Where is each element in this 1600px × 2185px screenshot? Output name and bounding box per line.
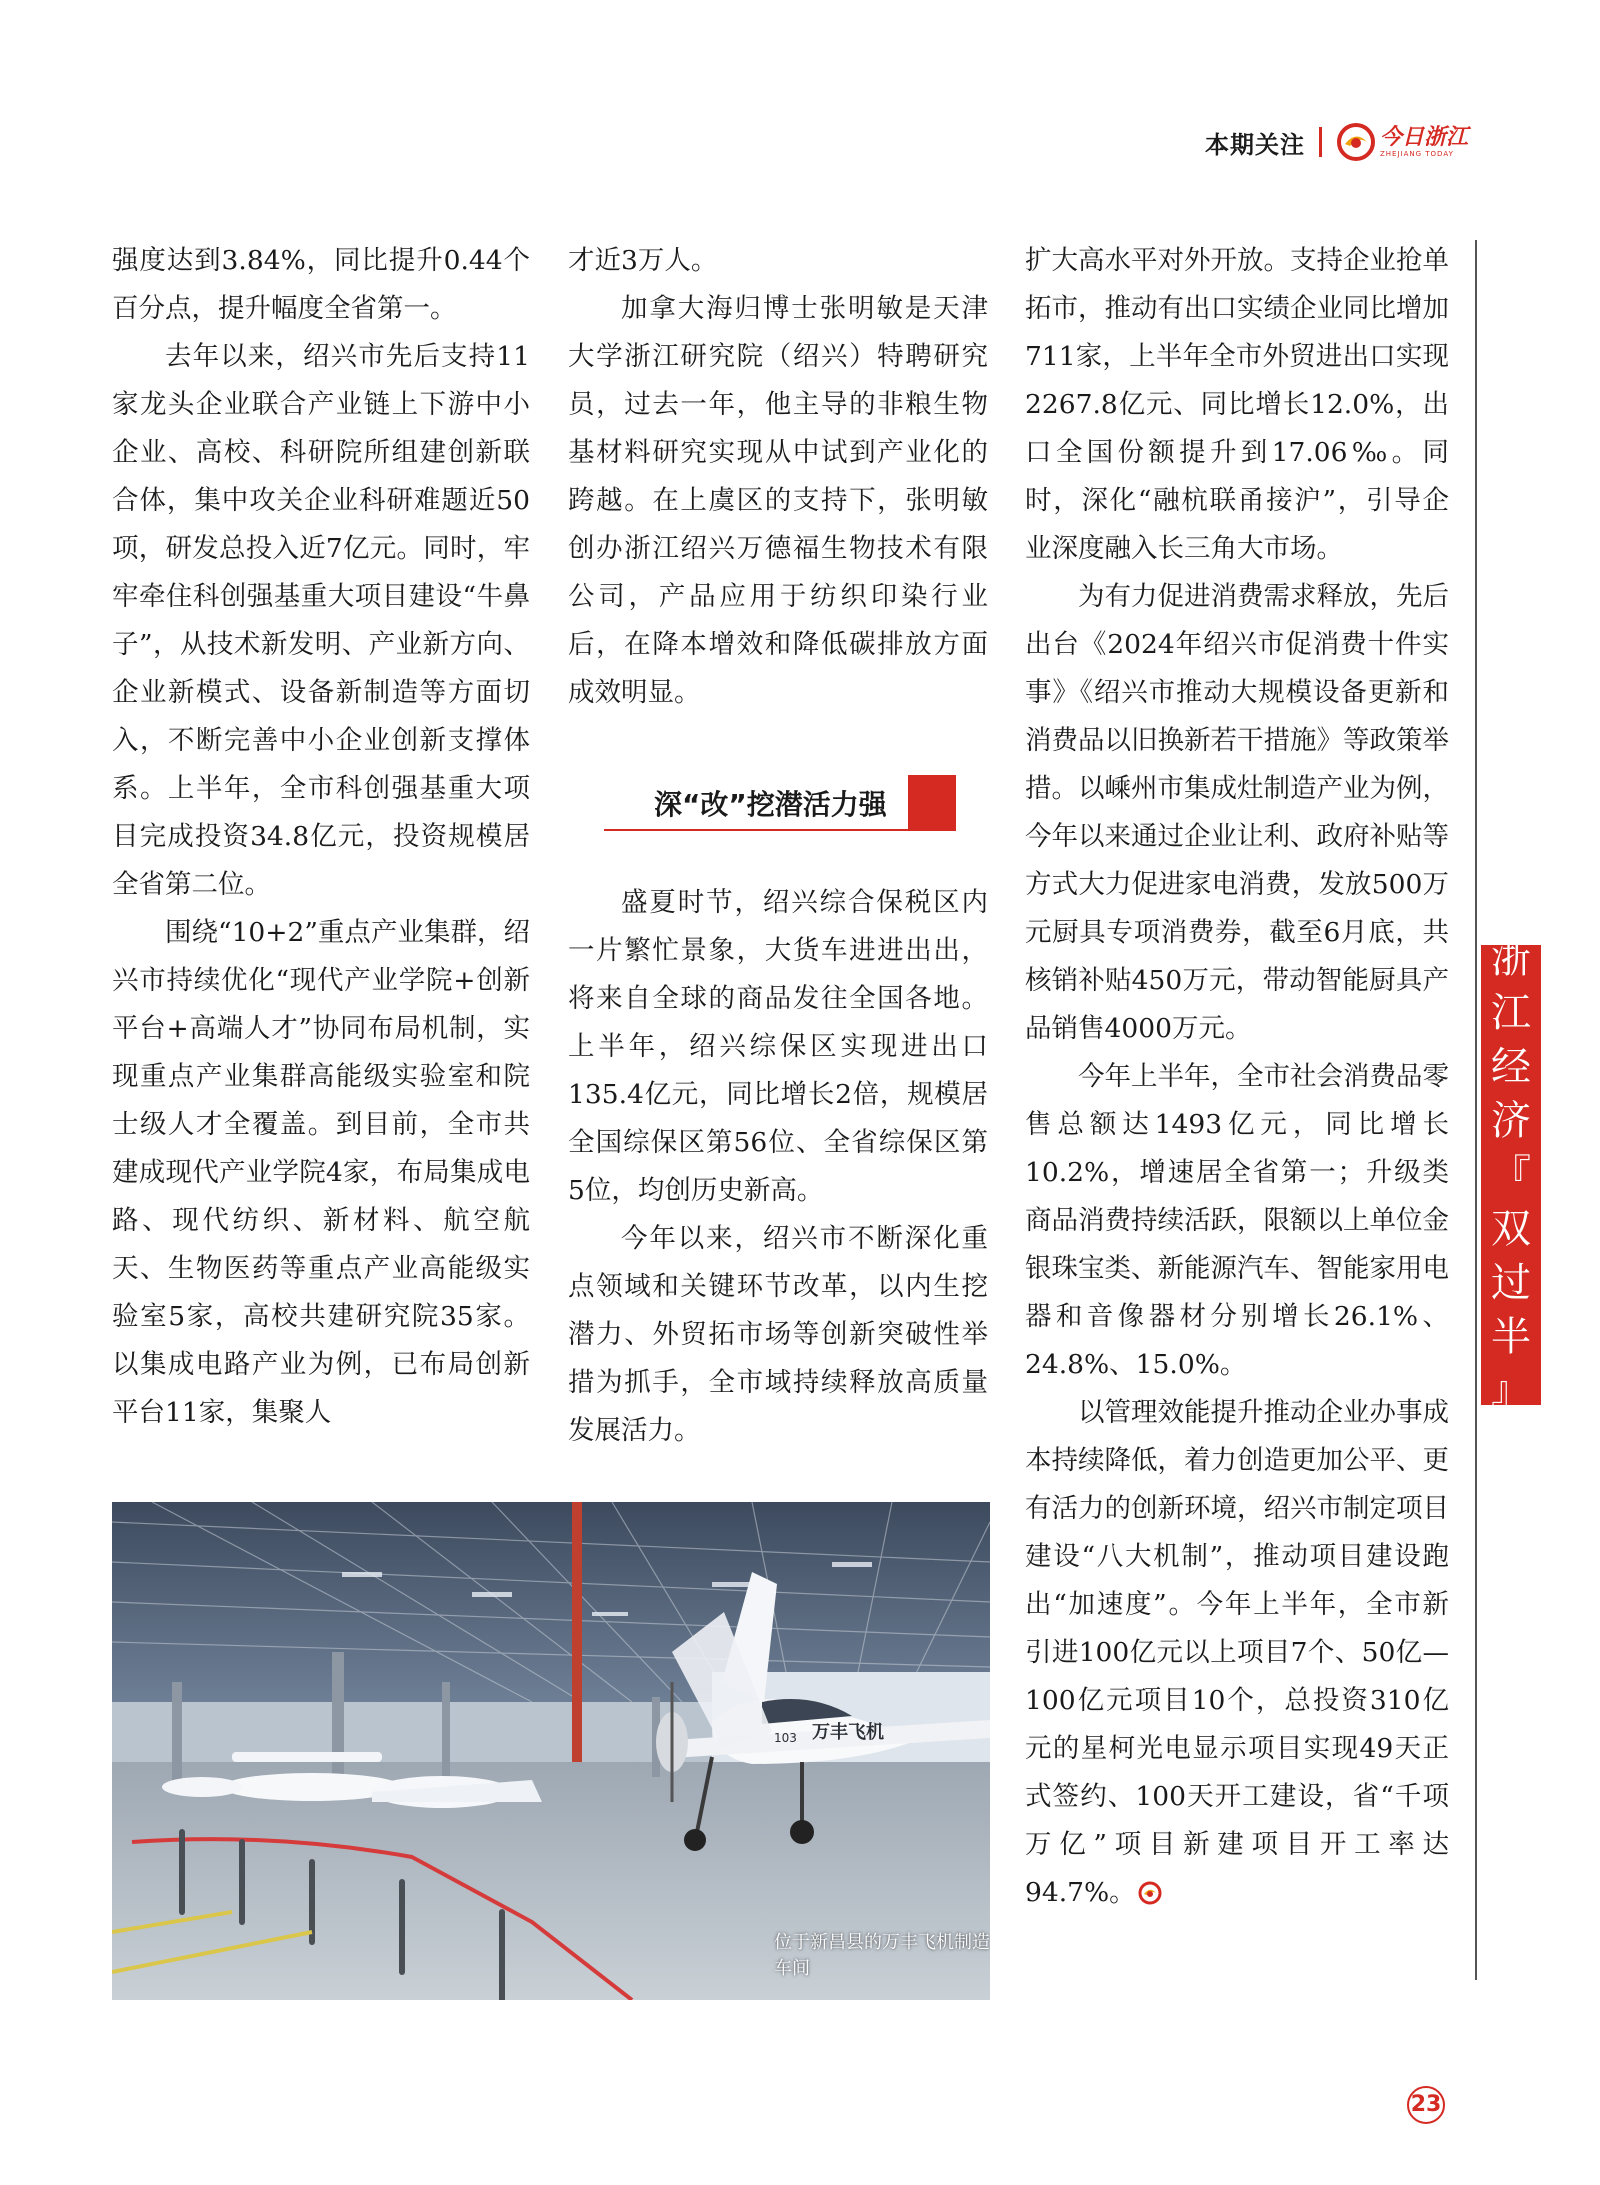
paragraph: 才近3万人。: [568, 245, 718, 276]
paragraph: 今年上半年，全市社会消费品零售总额达1493亿元，同比增长10.2%，增速居全省第一；升级类商品消费持续活跃，限额以上单位金银珠宝类、新能源汽车、智能家用电器和音像器材分别增长26.1%、24.8%、15.0%。: [1025, 1061, 1449, 1380]
paragraph-text: 以管理效能提升推动企业办事成本持续降低，着力创造更加公平、更有活力的创新环境，绍兴市制定项目建设“八大机制”，推动项目建设跑出“加速度”。今年上半年，全市新引进100亿元以上项目7个、50亿—100亿元项目10个，总投资310亿元的星柯光电显示项目实现49天正式签约、100天开工建设，省“千项万亿”项目新建项目开工率达94.7%。: [1025, 1397, 1449, 1908]
subheading-text: 深“改”挖潜活力强: [654, 788, 887, 821]
column-rule: [1475, 240, 1477, 1980]
side-tab-char: 半: [1491, 1314, 1531, 1360]
logo-text: 今日浙江: [1379, 124, 1468, 150]
end-mark-icon: [1138, 1881, 1162, 1905]
paragraph: 围绕“10+2”重点产业集群，绍兴市持续优化“现代产业学院+创新平台+高端人才”协同布局机制，实现重点产业集群高能级实验室和院士级人才全覆盖。到目前，全市共建成现代产业学院4家，布局集成电路、现代纺织、新材料、航空航天、生物医药等重点产业高能级实验室5家，高校共建研究院35家。以集成电路产业为例，已布局创新平台11家，集聚人: [112, 917, 530, 1428]
header-divider: [1319, 127, 1322, 157]
paragraph: 扩大高水平对外开放。支持企业抢单拓市，推动有出口实绩企业同比增加711家，上半年全市外贸进出口实现2267.8亿元、同比增长12.0%，出口全国份额提升到17.06‰。同时，深化“融杭联甬接沪”，引导企业深度融入长三角大市场。: [1025, 245, 1449, 564]
side-tab-char: 济: [1491, 1098, 1531, 1144]
paragraph: 强度达到3.84%，同比提升0.44个百分点，提升幅度全省第一。: [112, 245, 530, 324]
article-column-3: [1025, 237, 1449, 1917]
factory-photo: [112, 1502, 990, 2000]
side-tab-char: 』: [1491, 1368, 1531, 1414]
paragraph: 为有力促进消费需求释放，先后出台《2024年绍兴市促消费十件实事》《绍兴市推动大规模设备更新和消费品以旧换新若干措施》等政策举措。以嵊州市集成灶制造产业为例，今年以来通过企业让利、政府补贴等方式大力促进家电消费，发放500万元厨具专项消费券，截至6月底，共核销补贴450万元，带动智能厨具产品销售4000万元。: [1025, 581, 1449, 1044]
paragraph: 去年以来，绍兴市先后支持11家龙头企业联合产业链上下游中小企业、高校、科研院所组建创新联合体，集中攻关企业科研难题近50项，研发总投入近7亿元。同时，牢牢牵住科创强基重大项目建设“牛鼻子”，从技术新发明、产业新方向、企业新模式、设备新制造等方面切入，不断完善中小企业创新支撑体系。上半年，全市科创强基重大项目完成投资34.8亿元，投资规模居全省第二位。: [112, 341, 530, 900]
side-tab-char: 过: [1491, 1260, 1531, 1306]
side-tab-char: 江: [1491, 990, 1531, 1036]
subheading-accent-bar: [908, 775, 956, 831]
side-tab: [1481, 936, 1541, 1414]
section-label: 本期关注: [1204, 130, 1305, 159]
side-tab-char: 浙: [1491, 936, 1531, 982]
article-column-1: [112, 237, 530, 1437]
side-tab-char: 经: [1491, 1044, 1531, 1090]
paragraph: 今年以来，绍兴市不断深化重点领域和关键环节改革，以内生挖潜力、外贸拓市场等创新突破性举措为抓手，全市域持续释放高质量发展活力。: [568, 1223, 988, 1446]
subheading-underline: [604, 829, 914, 831]
side-tab-char: 双: [1491, 1206, 1531, 1252]
side-tab-char: 『: [1491, 1152, 1531, 1198]
page-header: [1205, 118, 1468, 166]
logo-subtext: ZHEJIANG TODAY: [1379, 149, 1454, 158]
paragraph-last: [1025, 1389, 1449, 1917]
section-subheading: [604, 775, 956, 839]
hangar-illustration: [112, 1502, 990, 2000]
photo-caption: 位于新昌县的万丰飞机制造车间: [774, 1932, 990, 1979]
page-number: 23: [1407, 2086, 1445, 2124]
publication-logo: [1336, 122, 1468, 162]
paragraph: 加拿大海归博士张明敏是天津大学浙江研究院（绍兴）特聘研究员，过去一年，他主导的非粮生物基材料研究实现从中试到产业化的跨越。在上虞区的支持下，张明敏创办浙江绍兴万德福生物技术有限公司，产品应用于纺织印染行业后，在降本增效和降低碳排放方面成效明显。: [568, 293, 988, 708]
aircraft-number: 103: [774, 1731, 797, 1745]
aircraft-label: 万丰飞机: [812, 1722, 884, 1743]
paragraph: 盛夏时节，绍兴综合保税区内一片繁忙景象，大货车进进出出，将来自全球的商品发往全国各地。上半年，绍兴综保区实现进出口135.4亿元，同比增长2倍，规模居全国综保区第56位、全省综保区第5位，均创历史新高。: [568, 887, 988, 1206]
article-column-2: [568, 237, 988, 1455]
logo-swirl-icon: [1336, 122, 1376, 162]
